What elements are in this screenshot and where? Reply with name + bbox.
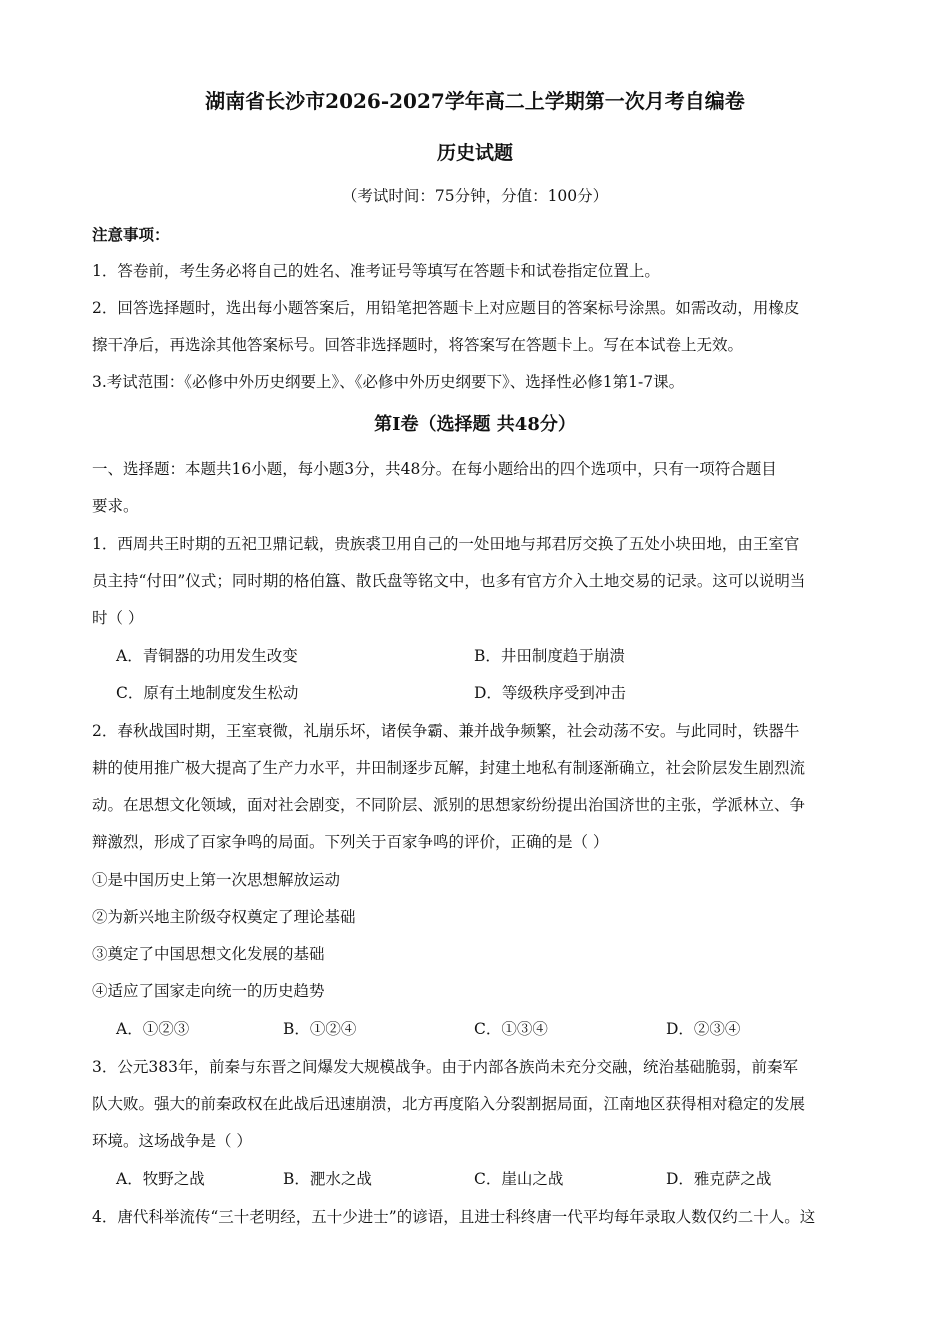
exam-title: 湖南省长沙市2026-2027学年高二上学期第一次月考自编卷: [205, 90, 745, 112]
question-2-statement-4: ④适应了国家走向统一的历史趋势: [92, 982, 325, 1000]
question-3-option-c: C．崖山之战: [474, 1170, 564, 1188]
notes-heading: 注意事项：: [92, 225, 170, 244]
question-1-text-3: 时（ ）: [92, 609, 144, 627]
question-1-option-a: A．青铜器的功用发生改变: [116, 647, 298, 665]
question-2-text: 2．春秋战国时期，王室衰微，礼崩乐坏，诸侯争霸、兼并战争频繁，社会动荡不安。与此同时，铁器牛: [92, 722, 800, 740]
question-2-statement-1: ①是中国历史上第一次思想解放运动: [92, 871, 341, 889]
question-1-option-b: B．井田制度趋于崩溃: [474, 647, 625, 665]
section-instructions-cont: 要求。: [92, 497, 139, 515]
question-2-option-b: B．①②④: [283, 1020, 357, 1038]
note-item-1: 1．答卷前，考生务必将自己的姓名、准考证号等填写在答题卡和试卷指定位置上。: [92, 262, 660, 280]
subject-title: 历史试题: [436, 142, 513, 164]
note-item-2: 2．回答选择题时，选出每小题答案后，用铅笔把答题卡上对应题目的答案标号涂黑。如需改动，用橡皮: [92, 299, 800, 317]
question-3-option-b: B．淝水之战: [283, 1170, 372, 1188]
question-2-text-4: 辩激烈，形成了百家争鸣的局面。下列关于百家争鸣的评价，正确的是（ ）: [92, 833, 609, 851]
question-2-option-d: D．②③④: [666, 1020, 741, 1038]
question-3-text: 3．公元383年，前秦与东晋之间爆发大规模战争。由于内部各族尚未充分交融，统治基础脆弱，前秦军: [92, 1058, 798, 1076]
question-2-statement-2: ②为新兴地主阶级夺权奠定了理论基础: [92, 908, 356, 926]
question-4-text: 4．唐代科举流传“三十老明经，五十少进士”的谚语，且进士科终唐一代平均每年录取人数仅约二十人。这: [92, 1208, 816, 1226]
question-2-option-c: C．①③④: [474, 1020, 548, 1038]
question-3-text-2: 队大败。强大的前秦政权在此战后迅速崩溃，北方再度陷入分裂割据局面，江南地区获得相对稳定的发展: [92, 1095, 806, 1113]
question-1-text: 1．西周共王时期的五祀卫鼎记载，贵族裘卫用自己的一处田地与邦君厉交换了五处小块田地，由王室官: [92, 535, 800, 553]
question-3-option-d: D．雅克萨之战: [666, 1170, 772, 1188]
section-instructions: 一、选择题：本题共16小题，每小题3分，共48分。在每小题给出的四个选项中，只有一项符合题目: [92, 460, 777, 478]
note-item-2-cont: 擦干净后，再选涂其他答案标号。回答非选择题时，将答案写在答题卡上。写在本试卷上无效。: [92, 336, 744, 354]
question-1-option-d: D．等级秩序受到冲击: [474, 684, 626, 702]
question-2-text-2: 耕的使用推广极大提高了生产力水平，井田制逐步瓦解，封建土地私有制逐渐确立，社会阶层发生剧烈流: [92, 759, 806, 777]
question-3-text-3: 环境。这场战争是（ ）: [92, 1132, 252, 1150]
question-2-option-a: A．①②③: [116, 1020, 190, 1038]
question-1-text-2: 员主持“付田”仪式；同时期的格伯簋、散氏盘等铭文中，也多有官方介入土地交易的记录。这可以说明当: [92, 572, 806, 590]
question-3-option-a: A．牧野之战: [116, 1170, 205, 1188]
question-1-option-c: C．原有土地制度发生松动: [116, 684, 299, 702]
exam-info: （考试时间：75分钟，分值：100分）: [341, 187, 609, 205]
question-2-text-3: 动。在思想文化领域，面对社会剧变，不同阶层、派别的思想家纷纷提出治国济世的主张，学派林立、争: [92, 796, 806, 814]
question-2-statement-3: ③奠定了中国思想文化发展的基础: [92, 945, 325, 963]
section-title: 第Ⅰ卷（选择题 共48分）: [374, 414, 576, 435]
note-item-3: 3.考试范围：《必修中外历史纲要上》、《必修中外历史纲要下》、选择性必修1第1-7课。: [92, 373, 685, 391]
